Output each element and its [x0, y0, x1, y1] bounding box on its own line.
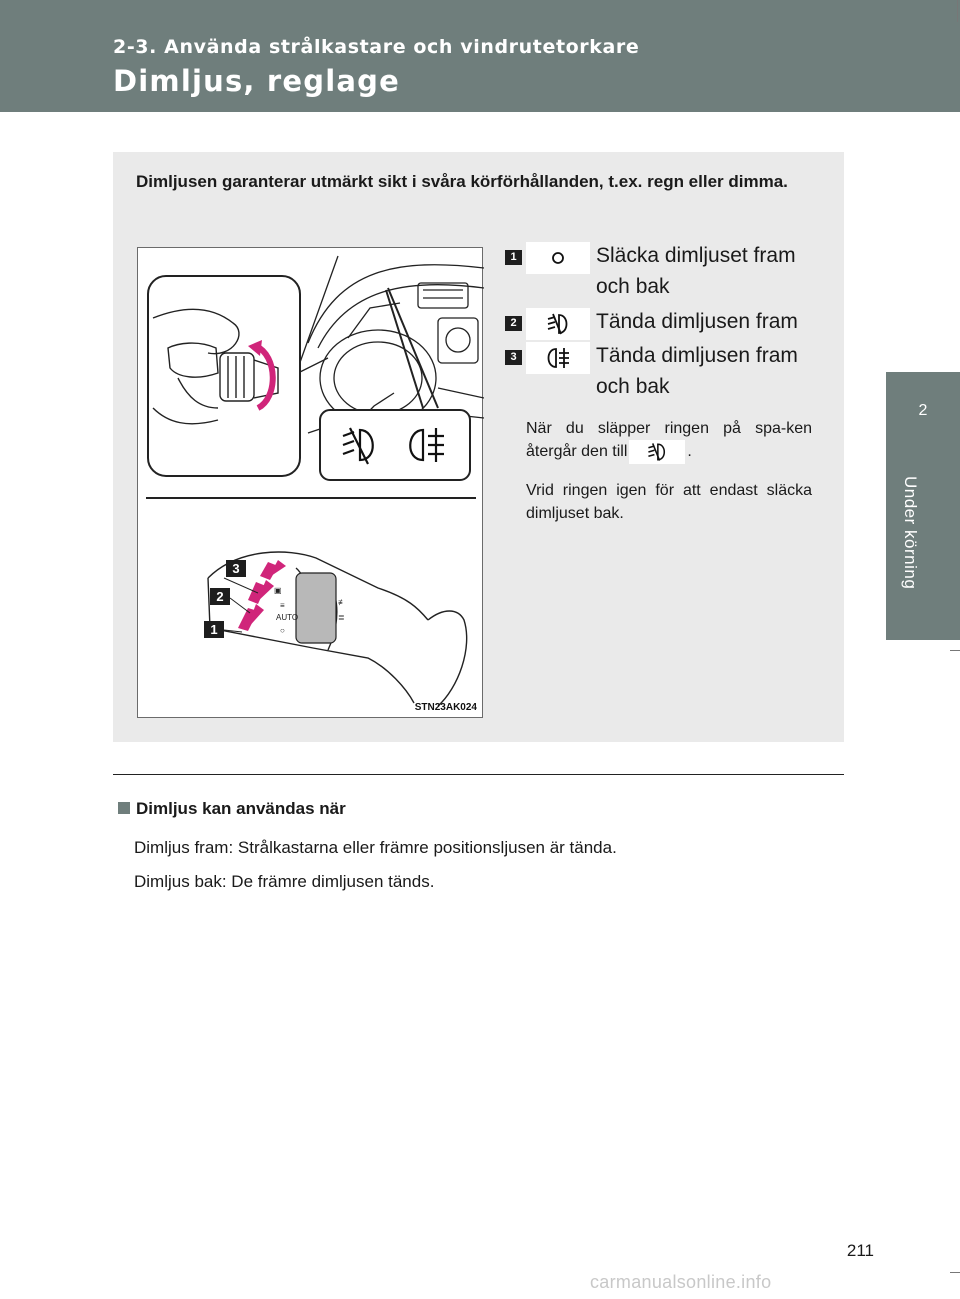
figure-code: STN23AK024: [414, 702, 477, 713]
crop-mark: [950, 650, 960, 651]
switch-position-2: [505, 306, 825, 340]
crop-mark: [957, 0, 958, 22]
bullet-square-icon: [118, 802, 130, 814]
intro-text: Dimljusen garanterar utmärkt sikt i svåra körförhållanden, t.ex. regn eller dimma.: [136, 172, 788, 191]
svg-text:▣: ▣: [274, 586, 282, 595]
rear-fog-light-icon: [526, 342, 590, 374]
release-note: När du släpper ringen på spa-ken återgår den till .: [526, 417, 812, 464]
front-fog-light-icon: [526, 308, 590, 340]
off-circle-icon: [526, 242, 590, 274]
watermark: carmanualsonline.info: [590, 1272, 772, 1292]
rear-off-note: Vrid ringen igen för att endast släcka dimljuset bak.: [526, 482, 812, 522]
svg-text:≢: ≢: [338, 598, 346, 607]
callout-1: 1: [210, 622, 218, 637]
usage-front: Dimljus fram: Strålkastarna eller främre positionsljusen är tända.: [134, 838, 617, 857]
svg-text:≣: ≣: [338, 613, 345, 622]
switch-drawing: [138, 248, 484, 719]
svg-text:AUTO: AUTO: [276, 613, 299, 622]
fog-light-switch-illustration: [137, 247, 483, 718]
callout-3: 3: [232, 561, 240, 576]
chapter-number: 2: [918, 402, 928, 419]
callout-2: 2: [216, 589, 224, 604]
svg-text:○: ○: [280, 626, 285, 635]
svg-text:≡: ≡: [280, 601, 285, 610]
usage-rear: Dimljus bak: De främre dimljusen tänds.: [134, 872, 435, 891]
page-title: Dimljus, reglage: [113, 64, 400, 98]
chapter-header: [0, 0, 960, 112]
position-badge: 3: [505, 350, 522, 365]
section-rule: [113, 774, 844, 775]
chapter-label: Under körning: [901, 476, 920, 590]
position-description: Tända dimljusen fram och bak: [596, 344, 798, 398]
usage-heading: Dimljus kan användas när: [118, 799, 346, 819]
switch-position-3: [505, 340, 825, 402]
crop-mark: [950, 1272, 960, 1273]
front-fog-light-icon: [629, 440, 685, 464]
position-badge: 2: [505, 316, 522, 331]
page-number: 211: [846, 1241, 874, 1260]
position-description: Släcka dimljuset fram och bak: [596, 244, 796, 298]
position-badge: 1: [505, 250, 522, 265]
section-title: 2-3. Använda strålkastare och vindrutetorkare: [113, 36, 640, 58]
position-description: Tända dimljusen fram: [596, 310, 798, 333]
switch-position-1: [505, 240, 825, 302]
chapter-side-tab: [886, 372, 960, 640]
info-panel: [113, 152, 844, 742]
